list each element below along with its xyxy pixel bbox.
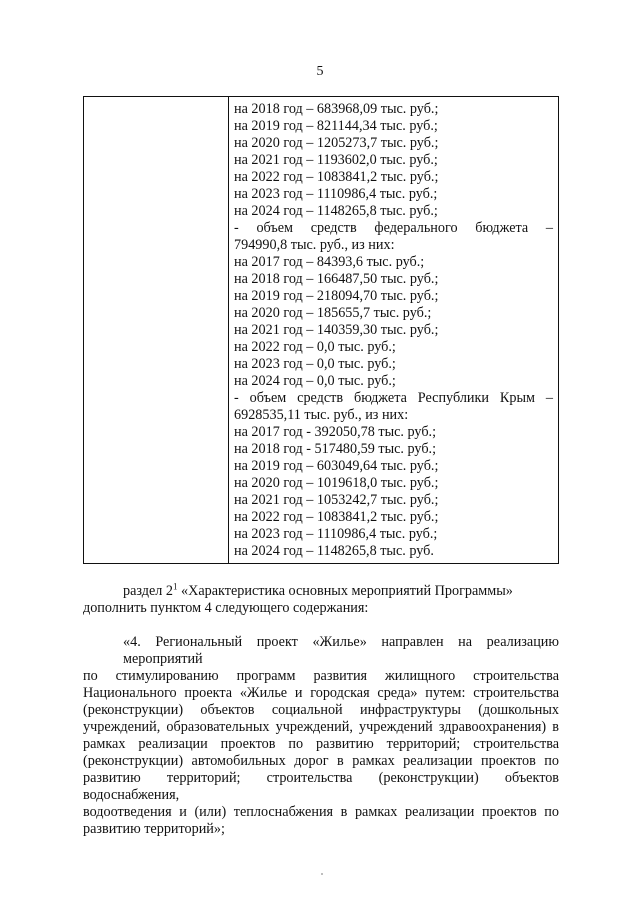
section-number: раздел 2 (123, 583, 173, 599)
funding-line: на 2024 год – 1148265,8 тыс. руб. (234, 543, 434, 559)
crimea-budget-total: 6928535,11 тыс. руб., из них: (234, 407, 409, 423)
table-label-cell (84, 97, 229, 564)
funding-line: на 2021 год – 140359,30 тыс. руб.; (234, 322, 439, 338)
funding-line: на 2019 год – 821144,34 тыс. руб.; (234, 118, 438, 134)
funding-line: на 2024 год – 1148265,8 тыс. руб.; (234, 203, 438, 219)
point-4-line: «4. Региональный проект «Жилье» направлен на реализацию мероприятий (123, 634, 559, 667)
funding-line: на 2022 год – 0,0 тыс. руб.; (234, 339, 396, 355)
section-superscript: 1 (172, 581, 178, 592)
scan-speck (321, 873, 323, 875)
funding-line: на 2019 год – 218094,70 тыс. руб.; (234, 288, 439, 304)
funding-table (83, 96, 559, 564)
federal-budget-heading: - объем средств федерального бюджета – (234, 220, 553, 236)
funding-line: на 2021 год – 1053242,7 тыс. руб.; (234, 492, 439, 508)
section-amendment-line (83, 583, 559, 600)
point-4-paragraph (83, 634, 559, 838)
funding-line: на 2023 год – 1110986,4 тыс. руб.; (234, 526, 438, 542)
point-4-line: Национального проекта «Жилье и городская среда» путем: строительства (83, 685, 559, 701)
table-content-cell (229, 97, 559, 564)
point-4-line: (реконструкции) объектов социальной инфраструктуры (дошкольных (83, 702, 559, 718)
funding-line: на 2017 год - 392050,78 тыс. руб.; (234, 424, 437, 440)
point-4-line: (реконструкции) автомобильных дорог в рамках реализации проектов по (83, 753, 559, 769)
point-4-line: развитию территорий»; (83, 821, 225, 837)
funding-line: на 2021 год – 1193602,0 тыс. руб.; (234, 152, 438, 168)
point-4-line: по стимулированию программ развития жилищного строительства (83, 668, 559, 684)
funding-line: на 2023 год – 0,0 тыс. руб.; (234, 356, 396, 372)
section-title: «Характеристика основных мероприятий Программы» (177, 583, 513, 599)
crimea-budget-heading: - объем средств бюджета Республики Крым – (234, 390, 553, 406)
federal-budget-total: 794990,8 тыс. руб., из них: (234, 237, 395, 253)
funding-line: на 2018 год – 166487,50 тыс. руб.; (234, 271, 439, 287)
page-number: 5 (316, 64, 324, 79)
point-4-line: развитию территорий; строительства (реконструкции) объектов водоснабжения, (83, 770, 559, 803)
funding-line: на 2020 год – 1205273,7 тыс. руб.; (234, 135, 439, 151)
funding-line: на 2018 год - 517480,59 тыс. руб.; (234, 441, 437, 457)
table-row (84, 97, 559, 564)
funding-line: на 2024 год – 0,0 тыс. руб.; (234, 373, 396, 389)
funding-line: на 2022 год – 1083841,2 тыс. руб.; (234, 509, 439, 525)
section-amendment-paragraph (83, 583, 559, 617)
funding-line: на 2020 год – 1019618,0 тыс. руб.; (234, 475, 439, 491)
point-4-line: водоотведения и (или) теплоснабжения в рамках реализации проектов по (83, 804, 559, 820)
funding-line: на 2019 год – 603049,64 тыс. руб.; (234, 458, 439, 474)
funding-line: на 2022 год – 1083841,2 тыс. руб.; (234, 169, 439, 185)
funding-line: на 2018 год – 683968,09 тыс. руб.; (234, 101, 439, 117)
point-4-line: учреждений, образовательных учреждений, учреждений здравоохранения) в (83, 719, 559, 735)
point-4-line: рамках реализации проектов по развитию территорий; строительства (83, 736, 559, 752)
section-amendment-line: дополнить пунктом 4 следующего содержания: (83, 600, 369, 616)
funding-line: на 2023 год – 1110986,4 тыс. руб.; (234, 186, 438, 202)
funding-line: на 2020 год – 185655,7 тыс. руб.; (234, 305, 432, 321)
funding-line: на 2017 год – 84393,6 тыс. руб.; (234, 254, 425, 270)
